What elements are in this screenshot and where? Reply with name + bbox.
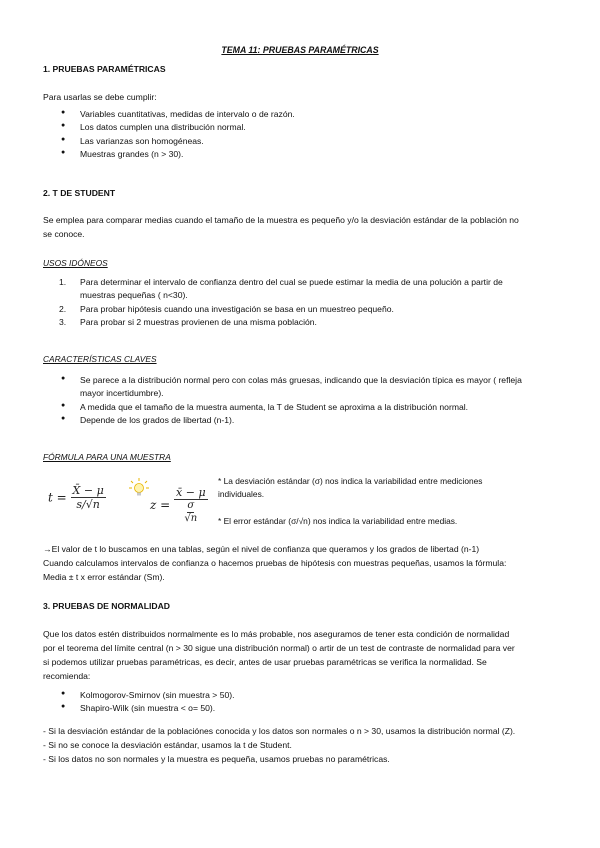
list-item: ● Depende de los grados de libertad (n-1).: [43, 414, 563, 427]
list-number: 2.: [59, 303, 67, 314]
list-text: mayor incertidumbre).: [80, 388, 164, 399]
list-text: Se parece a la distribución normal pero con colas más gruesas, indicando que la desviación típica es mayor ( refleja: [80, 375, 522, 385]
list-text: Para probar hipótesis cuando una investigación se basa en un muestreo pequeño.: [80, 303, 394, 314]
list-number: 1.: [59, 277, 67, 287]
section3-para-line3: si podemos utilizar pruebas paramétricas, es decir, antes de usar pruebas paramétricas se verifica la normalidad. Se: [43, 657, 487, 667]
note-text: individuales.: [218, 489, 265, 500]
list-text: Para determinar el intervalo de confianza dentro del cual se puede estimar la media de una polución a partir de: [80, 277, 503, 287]
section1-bullet-list: [43, 108, 563, 161]
after-formula-line2: Cuando calculamos intervalos de confianza o hacemos pruebas de hipótesis con muestras pequeñas, usamos la fórmula:: [43, 558, 507, 568]
list-item: [43, 276, 563, 303]
section2-intro-line2: se conoce.: [43, 229, 85, 239]
list-item: [43, 303, 563, 316]
section1-intro: Para usarlas se debe cumplir:: [43, 92, 157, 102]
note-text: * La desviación estándar (σ) nos indica la variabilidad entre mediciones: [218, 476, 483, 486]
z-formula-numerator: x̄ − μ: [176, 486, 206, 499]
list-item: ● A medida que el tamaño de la muestra aumenta, la T de Student se aproxima a la distribución normal.: [43, 401, 563, 414]
list-item: ● Variables cuantitativas, medidas de intervalo o de razón.: [43, 108, 563, 121]
list-item: ● Shapiro-Wilk (sin muestra < o= 50).: [43, 702, 563, 715]
t-formula-numerator: X̄ − μ: [72, 484, 104, 497]
t-formula-denominator: s/√n: [76, 498, 100, 512]
z-formula-lhs: z =: [150, 498, 171, 513]
claves-list: [43, 374, 563, 427]
section3-para-line4: recomienda:: [43, 671, 91, 681]
usos-heading: USOS IDÓNEOS: [43, 258, 108, 268]
note-standard-deviation: [218, 475, 518, 501]
section1-heading: 1. PRUEBAS PARAMÉTRICAS: [43, 64, 166, 74]
after-formula-line3: Media ± t x error estándar (Sm).: [43, 572, 165, 582]
list-item: ● Los datos cumplen una distribución normal.: [43, 121, 563, 134]
t-formula: [48, 484, 106, 512]
z-formula: [150, 486, 208, 525]
formula-heading: FÓRMULA PARA UNA MUESTRA: [43, 452, 171, 462]
section2-heading: 2. T DE STUDENT: [43, 188, 116, 198]
rule-line: - Si no se conoce la desviación estándar, usamos la t de Student.: [43, 740, 292, 750]
section2-intro-line1: Se emplea para comparar medias cuando el tamaño de la muestra es pequeño y/o la desviación estándar de la población no: [43, 215, 519, 225]
document-title: TEMA 11: PRUEBAS PARAMÉTRICAS: [221, 45, 379, 55]
claves-heading: CARACTERÍSTICAS CLAVES: [43, 354, 157, 364]
after-formula-line1: →El valor de t lo buscamos en una tablas, según el nivel de confianza que queramos y los grados de libertad (n-1): [43, 544, 480, 554]
list-number: 3.: [59, 316, 67, 327]
t-formula-lhs: t =: [48, 490, 67, 505]
list-item: ● Muestras grandes (n > 30).: [43, 148, 563, 161]
list-item: ● Kolmogorov-Smirnov (sin muestra > 50).: [43, 689, 563, 702]
section3-bullet-list: [43, 689, 563, 716]
rule-line: - Si los datos no son normales y la muestra es pequeña, usamos pruebas no paramétricas.: [43, 754, 390, 764]
list-item: [43, 374, 563, 401]
list-item: [43, 316, 563, 329]
list-text: muestras pequeñas ( n<30).: [80, 290, 188, 301]
section3-heading: 3. PRUEBAS DE NORMALIDAD: [43, 601, 171, 611]
section3-para-line2: por el teorema del límite central (n > 30 sigue una distribución normal) o artir de un test de contraste de normalidad para ver: [43, 643, 515, 653]
usos-list: [43, 276, 563, 329]
rule-line: - Si la desviación estándar de la poblaciónes conocida y los datos son normales o n > 30, usamos la distribución normal (Z).: [43, 726, 516, 736]
section3-para-line1: Que los datos estén distribuidos normalmente es lo más probable, nos aseguramos de tener esta condición de normalidad: [43, 629, 510, 639]
note-standard-error: * El error estándar (σ/√n) nos indica la variabilidad entre medias.: [218, 516, 458, 526]
list-item: ● Las varianzas son homogéneas.: [43, 135, 563, 148]
lightbulb-icon: [128, 477, 150, 499]
z-formula-sqrt-n: √n: [184, 513, 198, 525]
list-text: Para probar si 2 muestras provienen de una misma población.: [80, 316, 317, 327]
z-formula-sigma: σ: [187, 500, 195, 512]
